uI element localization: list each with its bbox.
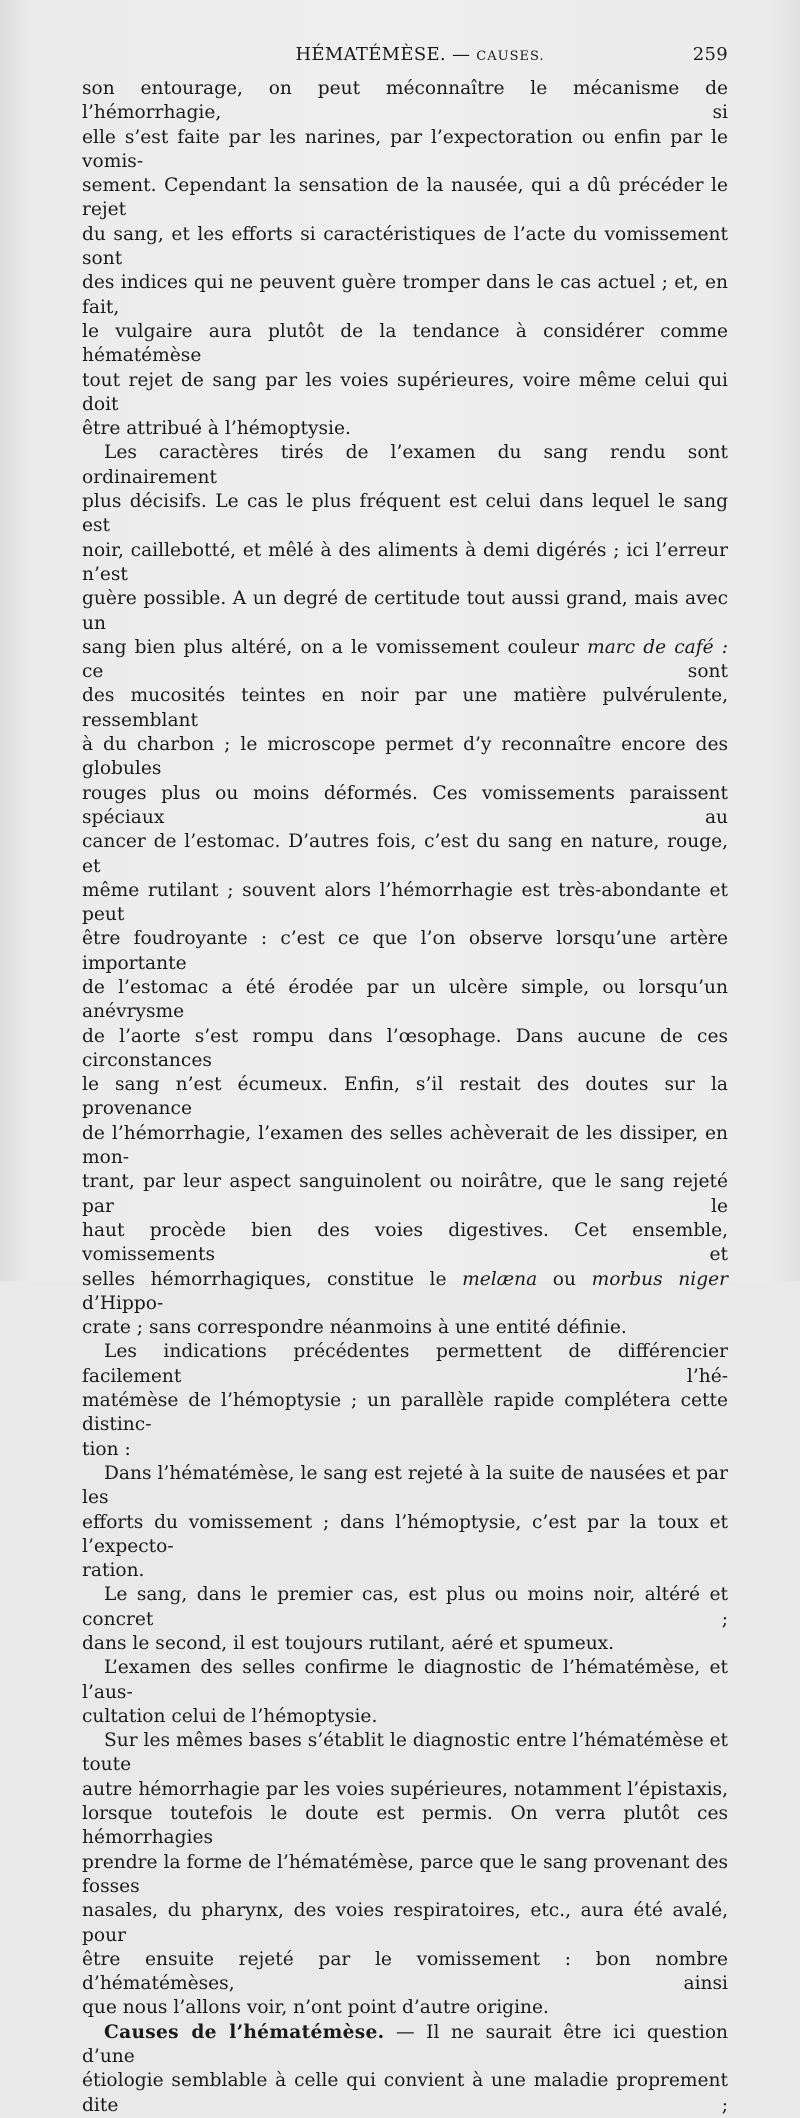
running-title (82, 44, 728, 65)
text-segment: ou (537, 1268, 592, 1290)
text-segment: ce sont (82, 661, 728, 683)
text-line: de l’estomac a été érodée par un ulcère simple, ou lorsqu’un anévrysme (82, 976, 728, 1023)
text-line: trant, par leur aspect sanguinolent ou noirâtre, que le sang rejeté par le (82, 1171, 728, 1217)
text-line: Les caractères tirés de l’examen du sang rendu sont ordinairement (82, 442, 728, 488)
text-line: ration. (82, 1560, 145, 1582)
text-line: sement. Cependant la sensation de la nausée, qui a dû précéder le rejet (82, 175, 728, 221)
text-line: son entourage, on peut méconnaître le mécanisme de l’hémorrhagie, si (82, 78, 728, 124)
paragraph-2 (82, 441, 728, 1340)
text-line: des indices qui ne peuvent guère tromper dans le cas actuel ; et, en fait, (82, 272, 728, 318)
text-segment: selles hémorrhagiques, constitue le (82, 1268, 447, 1290)
paragraph-5 (82, 1583, 728, 1656)
paragraph-4 (82, 1462, 728, 1583)
text-line: dans le second, il est toujours rutilant, aéré et spumeux. (82, 1633, 615, 1654)
text-line: Sur les mêmes bases s’établit le diagnostic entre l’hématémèse et toute (82, 1730, 728, 1776)
text-line: tion : (82, 1438, 131, 1460)
paragraph-8 (82, 2021, 728, 2118)
text-line: de l’aorte s’est rompu dans l’œsophage. Dans aucune de ces circonstances (82, 1025, 728, 1071)
text-line: crate ; sans correspondre néanmoins à une entité définie. (82, 1317, 627, 1339)
paragraph-7 (82, 1729, 728, 2021)
section-heading-causes: Causes de l’hématémèse. (104, 2021, 385, 2043)
text-line: être ensuite rejeté par le vomissement : bon nombre d’hématémèses, ainsi (82, 1948, 728, 1995)
text-line: tout rejet de sang par les voies supérieures, voire même celui qui doit (82, 369, 728, 415)
text-segment: sang bien plus altéré, on a le vomissement couleur (82, 636, 579, 658)
text-line: L’examen des selles confirme le diagnostic de l’hématémèse, et l’aus- (82, 1657, 728, 1703)
text-line: cultation celui de l’hémoptysie. (82, 1705, 378, 1727)
text-line: le vulgaire aura plutôt de la tendance à considérer comme hématémèse (82, 320, 728, 367)
text-line: Le sang, dans le premier cas, est plus ou moins noir, altéré et concret ; (82, 1584, 728, 1630)
text-line: Dans l’hématémèse, le sang est rejeté à la suite de nausées et par les (82, 1462, 728, 1509)
text-line-mixed (82, 2021, 728, 2070)
text-line: que nous l’allons voir, n’ont point d’autre origine. (82, 1997, 549, 2019)
text-line: être foudroyante : c’est ce que l’on observe lorsqu’une artère importante (82, 928, 728, 974)
paragraph-3 (82, 1340, 728, 1461)
paragraph-1 (82, 77, 728, 441)
text-line: lorsque toutefois le doute est permis. On verra plutôt ces hémorrhagies (82, 1803, 728, 1849)
text-line: du sang, et les efforts si caractéristiques de l’acte du vomissement sont (82, 223, 728, 270)
text-line: prendre la forme de l’hématémèse, parce que le sang provenant des fosses (82, 1851, 728, 1897)
italic-term-melaena: melæna (462, 1268, 538, 1290)
text-line: des mucosités teintes en noir par une matière pulvérulente, ressemblant (82, 685, 728, 731)
text-line: Les indications précédentes permettent de différencier facilement l’hé- (82, 1341, 728, 1387)
text-line: être attribué à l’hémoptysie. (82, 418, 351, 440)
page-number: 259 (692, 44, 728, 65)
text-line: efforts du vomissement ; dans l’hémoptysie, c’est par la toux et l’expecto- (82, 1511, 728, 1557)
italic-term-morbus-niger: morbus niger (591, 1268, 728, 1290)
body-text (82, 77, 728, 2118)
text-line: de l’hémorrhagie, l’examen des selles achèverait de les dissiper, en mon- (82, 1122, 728, 1169)
text-line: étiologie semblable à celle qui convient à une maladie proprement dite ; (82, 2070, 728, 2116)
text-line: haut procède bien des voies digestives. Cet ensemble, vomissements et (82, 1219, 728, 1266)
text-line: même rutilant ; souvent alors l’hémorrhagie est très-abondante et peut (82, 879, 728, 926)
paragraph-6 (82, 1656, 728, 1729)
running-title-section: CAUSES. (476, 49, 545, 64)
text-line: matémèse de l’hémoptysie ; un parallèle rapide complétera cette distinc- (82, 1390, 728, 1436)
text-segment: d’Hippo- (82, 1292, 164, 1314)
text-line: le sang n’est écumeux. Enfin, s’il restait des doutes sur la provenance (82, 1074, 728, 1120)
text-line: à du charbon ; le microscope permet d’y reconnaître encore des globules (82, 734, 728, 780)
text-line-mixed (82, 1268, 728, 1317)
running-header (82, 44, 728, 70)
text-segment: — Il ne saurait être ici question d’une (82, 2021, 728, 2068)
italic-term-marc-de-cafe: marc de café : (587, 636, 729, 658)
text-line: rouges plus ou moins déformés. Ces vomissements paraissent spéciaux au (82, 782, 728, 828)
text-line-mixed (82, 636, 728, 685)
text-line: elle s’est faite par les narines, par l’expectoration ou enfin par le vomis- (82, 126, 728, 172)
text-line: noir, caillebotté, et mêlé à des aliments à demi digérés ; ici l’erreur n’est (82, 539, 728, 585)
text-line: guère possible. A un degré de certitude tout aussi grand, mais avec un (82, 588, 728, 634)
text-line: autre hémorrhagie par les voies supérieures, notamment l’épistaxis, (82, 1778, 728, 1800)
running-title-main: HÉMATÉMÈSE. (295, 44, 446, 65)
text-line: nasales, du pharynx, des voies respiratoires, etc., aura été avalé, pour (82, 1900, 728, 1946)
text-line: plus décisifs. Le cas le plus fréquent est celui dans lequel le sang est (82, 491, 728, 537)
running-title-dash: — (445, 44, 477, 65)
text-line: cancer de l’estomac. D’autres fois, c’est du sang en nature, rouge, et (82, 831, 728, 877)
